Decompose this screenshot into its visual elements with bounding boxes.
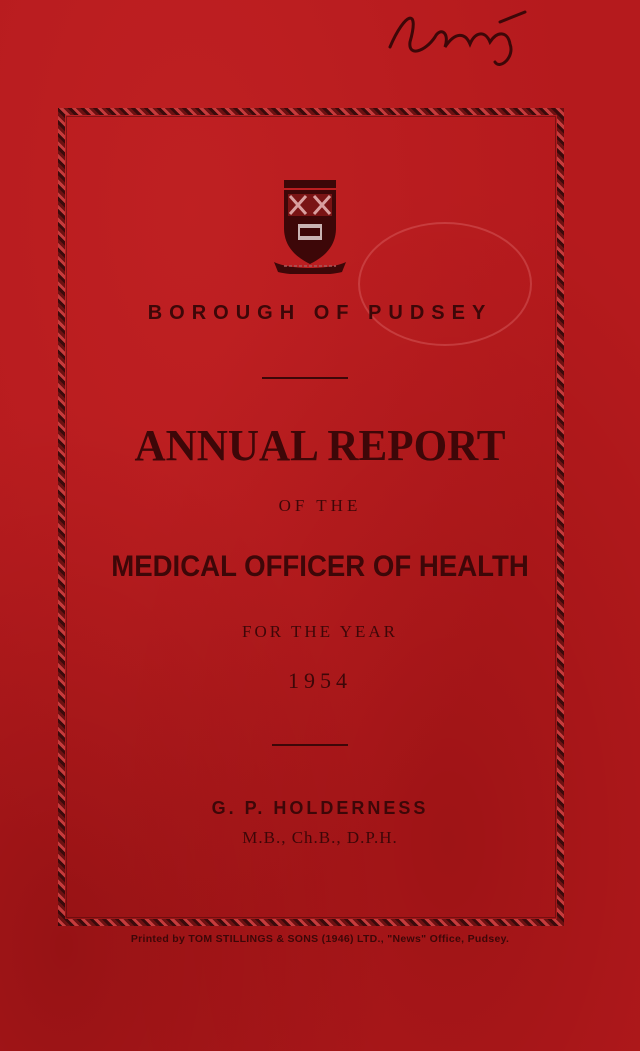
report-title: ANNUAL REPORT (134, 421, 506, 470)
borough-name: BOROUGH OF PUDSEY (147, 302, 493, 324)
library-stamp-impression (358, 222, 532, 346)
printer-credit: Printed by TOM STILLINGS & SONS (1946) LTD., "News" Office, Pudsey. (130, 933, 510, 945)
report-year: 1954 (288, 668, 352, 693)
divider-rule (272, 744, 348, 746)
for-the-year-label: FOR THE YEAR (242, 622, 398, 641)
borough-coat-of-arms-icon (270, 178, 350, 274)
library-signature (380, 2, 540, 72)
divider-rule (262, 377, 348, 379)
author-qualifications: M.B., Ch.B., D.P.H. (242, 828, 398, 847)
report-subject: MEDICAL OFFICER OF HEALTH (111, 550, 529, 583)
of-the-label: OF THE (278, 496, 362, 515)
author-name: G. P. HOLDERNESS (211, 798, 429, 818)
